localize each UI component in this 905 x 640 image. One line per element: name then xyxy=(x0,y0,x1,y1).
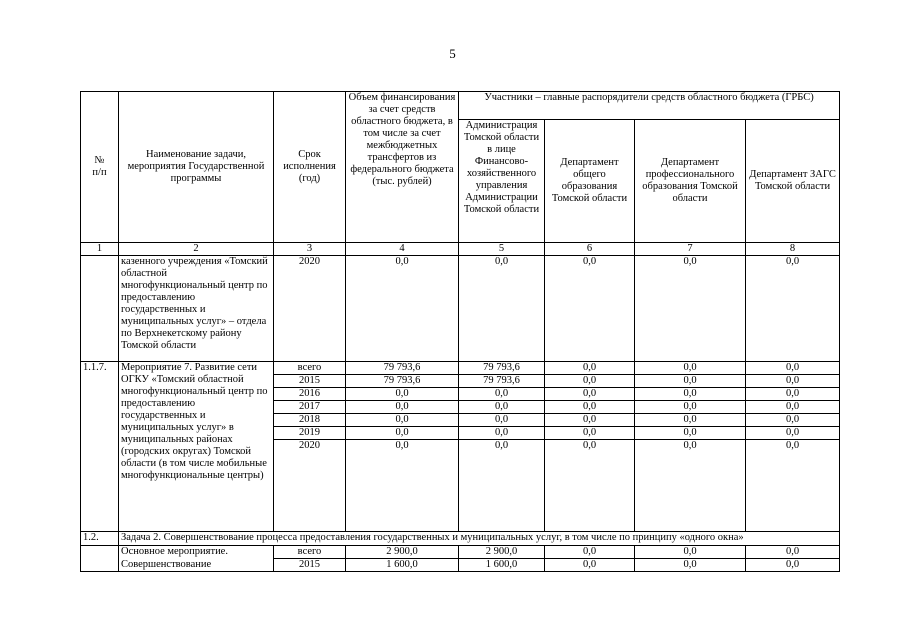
header-name: Наименование задачи, мероприятия Государственной программы xyxy=(119,92,274,243)
term-cell: 2016 xyxy=(274,388,346,401)
header-dep-prof: Департамент профессионального образования Томской области xyxy=(635,120,746,243)
header-num: № п/п xyxy=(81,92,119,243)
volume-cell: 0,0 xyxy=(346,401,459,414)
funding-table xyxy=(80,91,840,572)
header-dep-zags: Департамент ЗАГС Томской области xyxy=(746,120,840,243)
dep-zags-cell: 0,0 xyxy=(746,401,840,414)
header-dep-general: Департамент общего образования Томской области xyxy=(545,120,635,243)
dep-zags-cell: 0,0 xyxy=(746,427,840,440)
dep-prof-cell: 0,0 xyxy=(635,559,746,572)
dep-zags-cell: 0,0 xyxy=(746,388,840,401)
admin-cell: 0,0 xyxy=(459,440,545,532)
volume-cell: 0,0 xyxy=(346,427,459,440)
header-admin: Администрация Томской области в лице Финансово-хозяйственного управления Администрации Томской области xyxy=(459,120,545,243)
table-row xyxy=(81,546,840,559)
dep-general-cell: 0,0 xyxy=(545,388,635,401)
term-cell: 2019 xyxy=(274,427,346,440)
dep-prof-cell: 0,0 xyxy=(635,440,746,532)
dep-general-cell: 0,0 xyxy=(545,427,635,440)
col-num: 1 xyxy=(81,243,119,256)
dep-general-cell: 0,0 xyxy=(545,362,635,375)
task-row xyxy=(81,532,840,546)
dep-general-cell: 0,0 xyxy=(545,414,635,427)
admin-cell: 0,0 xyxy=(459,401,545,414)
header-participants: Участники – главные распорядители средств областного бюджета (ГРБС) xyxy=(459,92,840,120)
term-cell: 2020 xyxy=(274,256,346,362)
activity-name: Совершенствование xyxy=(119,559,274,572)
dep-zags-cell: 0,0 xyxy=(746,256,840,362)
term-cell: 2015 xyxy=(274,559,346,572)
dep-prof-cell: 0,0 xyxy=(635,388,746,401)
dep-general-cell: 0,0 xyxy=(545,440,635,532)
row-num-cell xyxy=(81,256,119,362)
term-cell: 2017 xyxy=(274,401,346,414)
dep-prof-cell: 0,0 xyxy=(635,546,746,559)
dep-prof-cell: 0,0 xyxy=(635,414,746,427)
volume-cell: 79 793,6 xyxy=(346,362,459,375)
volume-cell: 0,0 xyxy=(346,414,459,427)
row-num-cell: 1.1.7. xyxy=(81,362,119,532)
volume-cell: 2 900,0 xyxy=(346,546,459,559)
row-num-cell xyxy=(81,546,119,572)
admin-cell: 0,0 xyxy=(459,388,545,401)
col-num: 7 xyxy=(635,243,746,256)
admin-cell: 1 600,0 xyxy=(459,559,545,572)
col-num: 4 xyxy=(346,243,459,256)
col-num: 2 xyxy=(119,243,274,256)
dep-prof-cell: 0,0 xyxy=(635,256,746,362)
header-volume: Объем финансирования за счет средств областного бюджета, в том числе за счет межбюджетных трансфертов из федерального бюджета (тыс. рублей) xyxy=(346,92,459,243)
admin-cell: 0,0 xyxy=(459,256,545,362)
admin-cell: 0,0 xyxy=(459,414,545,427)
volume-cell: 1 600,0 xyxy=(346,559,459,572)
activity-name: Мероприятие 7. Развитие сети ОГКУ «Томский областной многофункциональный центр по предоставлению государственных и муниципальных услуг» в муниципальных районах (городских округах) Томской области (в том числе мобильные многофункциональные центры) xyxy=(119,362,274,532)
column-numbers-row xyxy=(81,243,840,256)
task-num: 1.2. xyxy=(81,532,119,546)
admin-cell: 79 793,6 xyxy=(459,362,545,375)
activity-name: Основное мероприятие. xyxy=(119,546,274,559)
page-number: 5 xyxy=(449,46,456,61)
dep-prof-cell: 0,0 xyxy=(635,362,746,375)
col-num: 3 xyxy=(274,243,346,256)
volume-cell: 0,0 xyxy=(346,388,459,401)
volume-cell: 79 793,6 xyxy=(346,375,459,388)
term-cell: 2015 xyxy=(274,375,346,388)
col-num: 8 xyxy=(746,243,840,256)
activity-name: казенного учреждения «Томский областной многофункциональный центр по предоставлению государственных и муниципальных услуг» – отдела по Верхнекетскому району Томской области xyxy=(119,256,274,362)
dep-prof-cell: 0,0 xyxy=(635,401,746,414)
col-num: 5 xyxy=(459,243,545,256)
dep-zags-cell: 0,0 xyxy=(746,440,840,532)
table-row xyxy=(81,256,840,362)
term-cell: всего xyxy=(274,546,346,559)
col-num: 6 xyxy=(545,243,635,256)
dep-general-cell: 0,0 xyxy=(545,546,635,559)
dep-zags-cell: 0,0 xyxy=(746,559,840,572)
term-cell: 2020 xyxy=(274,440,346,532)
term-cell: 2018 xyxy=(274,414,346,427)
dep-general-cell: 0,0 xyxy=(545,559,635,572)
dep-general-cell: 0,0 xyxy=(545,375,635,388)
table-row xyxy=(81,362,840,375)
dep-prof-cell: 0,0 xyxy=(635,375,746,388)
volume-cell: 0,0 xyxy=(346,256,459,362)
volume-cell: 0,0 xyxy=(346,440,459,532)
table-row xyxy=(81,559,840,572)
header-term: Срок исполнения (год) xyxy=(274,92,346,243)
term-cell: всего xyxy=(274,362,346,375)
admin-cell: 0,0 xyxy=(459,427,545,440)
admin-cell: 2 900,0 xyxy=(459,546,545,559)
dep-general-cell: 0,0 xyxy=(545,401,635,414)
dep-zags-cell: 0,0 xyxy=(746,414,840,427)
dep-general-cell: 0,0 xyxy=(545,256,635,362)
task-title: Задача 2. Совершенствование процесса предоставления государственных и муниципальных услуг, в том числе по принципу «одного окна» xyxy=(119,532,840,546)
dep-zags-cell: 0,0 xyxy=(746,362,840,375)
dep-prof-cell: 0,0 xyxy=(635,427,746,440)
dep-zags-cell: 0,0 xyxy=(746,546,840,559)
admin-cell: 79 793,6 xyxy=(459,375,545,388)
dep-zags-cell: 0,0 xyxy=(746,375,840,388)
